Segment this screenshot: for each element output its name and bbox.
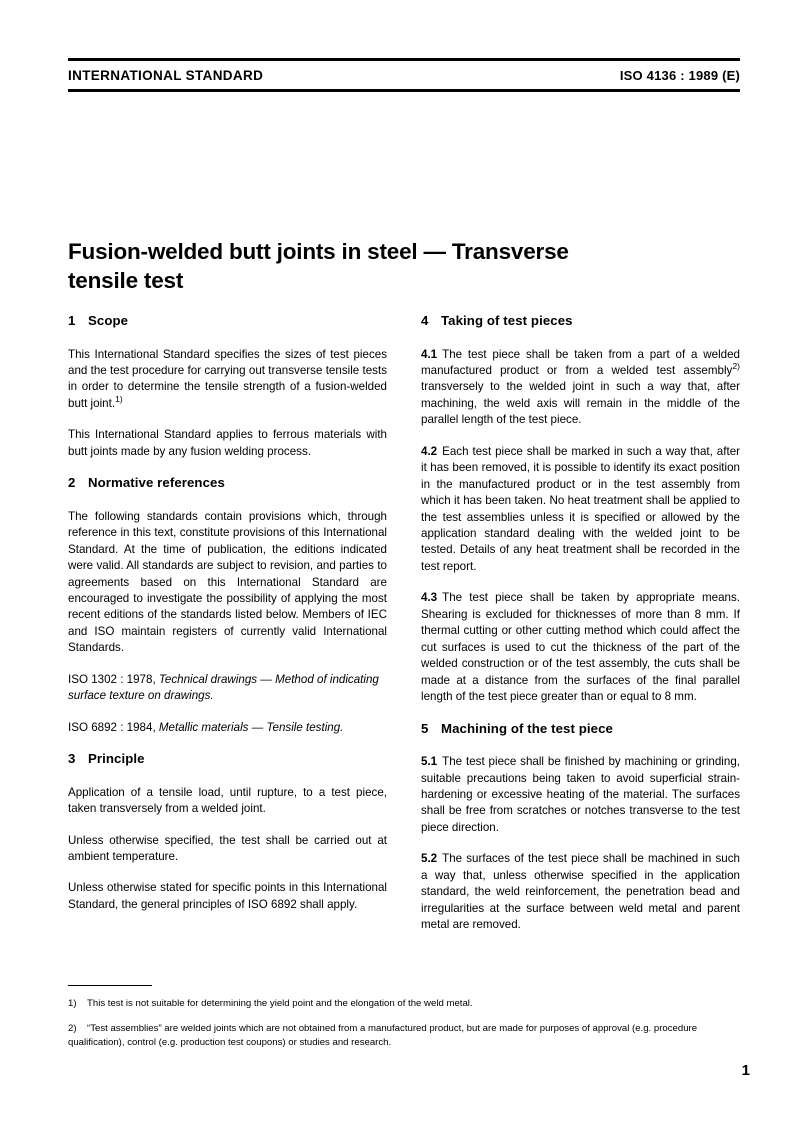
footnote-1-marker: 1) bbox=[68, 998, 77, 1010]
section-number-scope: 1 bbox=[68, 313, 76, 328]
normative-references-paragraph-1: The following standards contain provisions which, through reference in this text, constitute provisions of this International Standard. At the time of publication, the editions indicated were valid. All standards are subject to revision, and parties to agreements based on this International Standard are encouraged to investigate the possibility of applying the most recent editions of the standards listed below. Members of IEC and ISO maintain registers of currently valid International Standards. bbox=[68, 509, 387, 655]
page-number: 1 bbox=[741, 1062, 750, 1079]
clause-4-1-number: 4.1 bbox=[421, 347, 438, 361]
section-title-taking-of-test-pieces: Taking of test pieces bbox=[441, 313, 573, 328]
section-heading-machining bbox=[421, 721, 740, 738]
principle-paragraph-1: Application of a tensile load, until rupture, to a test piece, taken transversely from a welded joint. bbox=[68, 785, 387, 816]
footnotes-block bbox=[68, 985, 756, 1050]
section-heading-taking-of-test-pieces bbox=[421, 313, 740, 330]
principle-paragraph-3: Unless otherwise stated for specific points in this International Standard, the general principles of ISO 6892 shall apply. bbox=[68, 881, 387, 911]
clause-4-2 bbox=[421, 444, 740, 576]
section-number-taking-of-test-pieces: 4 bbox=[421, 313, 429, 328]
clause-5-1 bbox=[421, 754, 740, 836]
footnote-1 bbox=[68, 997, 756, 1011]
page-title-line-2: tensile test bbox=[68, 268, 184, 294]
reference-iso-1302-title: Technical drawings — Method of indicating surface texture on drawings. bbox=[68, 672, 379, 703]
reference-iso-6892 bbox=[68, 720, 387, 736]
footnote-2-marker: 2) bbox=[68, 1022, 77, 1034]
section-number-principle: 3 bbox=[68, 751, 76, 767]
clause-5-1-number: 5.1 bbox=[421, 755, 438, 769]
section-number-normative-references: 2 bbox=[68, 475, 76, 491]
reference-iso-1302-designation: ISO 1302 : 1978, bbox=[68, 672, 159, 686]
reference-iso-6892-designation: ISO 6892 : 1984, bbox=[68, 720, 159, 734]
footnote-2 bbox=[68, 1022, 756, 1051]
clause-4-3-text: The test piece shall be taken by appropriate means. Shearing is excluded for thicknesses of more than 8 mm. If thermal cutting or other cutting method which could affect the cut surfaces is used to cut the thickness of the part of the welded construction or of the test assembly, the cuts shall be made at a distance from the surfaces of the final parallel length of the test piece greater than or equal to 8 mm. bbox=[421, 591, 740, 704]
section-title-normative-references: Normative references bbox=[88, 475, 225, 491]
header-standard-label: INTERNATIONAL STANDARD bbox=[68, 68, 264, 83]
reference-iso-6892-title: Metallic materials — Tensile testing. bbox=[158, 720, 344, 734]
footnote-ref-2: 2) bbox=[732, 361, 740, 372]
section-heading-principle bbox=[68, 751, 387, 768]
clause-5-2-number: 5.2 bbox=[421, 852, 438, 866]
clause-4-2-text: Each test piece shall be marked in such a way that, after it has been removed, it is possible to identify its exact position in the manufactured product or in the test assembly from which it has been taken. No heat treatment shall be applied to the test assemblies unless it is specified or allowed by the application standard dealing with the welded joint to be tested. Details of any heat treatment shall be recorded in the test report. bbox=[421, 444, 740, 573]
clause-4-2-number: 4.2 bbox=[421, 444, 438, 458]
section-heading-scope bbox=[68, 313, 387, 330]
clause-5-2-text: The surfaces of the test piece shall be machined in such a way that, unless otherwise specified in the application standard, the weld reinforcement, the penetration bead and irregularities at the surface between weld metal and parent metal are removed. bbox=[421, 852, 740, 932]
principle-paragraph-2: Unless otherwise specified, the test shall be carried out at ambient temperature. bbox=[68, 833, 387, 864]
scope-paragraph-1-text: This International Standard specifies the sizes of test pieces and the test procedure for carrying out transverse tensile tests in order to determine the tensile strength of a fusion-welded butt joint. bbox=[68, 347, 387, 410]
scope-paragraph-2: This International Standard applies to ferrous materials with butt joints made by any fusion welding process. bbox=[68, 428, 387, 458]
column-left bbox=[68, 313, 387, 934]
page-header bbox=[68, 58, 740, 92]
header-row bbox=[68, 61, 740, 89]
page-title-line-1: Fusion-welded butt joints in steel — Transverse bbox=[68, 239, 569, 265]
header-standard-number: ISO 4136 : 1989 (E) bbox=[619, 68, 740, 83]
body-columns bbox=[68, 313, 740, 934]
footnote-ref-1: 1) bbox=[115, 394, 123, 404]
footnote-separator-rule bbox=[68, 985, 152, 986]
section-heading-normative-references bbox=[68, 475, 387, 492]
footnote-2-text: “Test assemblies” are welded joints which are not obtained from a manufactured product, but are made for purposes of approval (e.g. procedure qualification), control (e.g. production test coupons) or studies and research. bbox=[68, 1022, 698, 1048]
clause-5-2 bbox=[421, 851, 740, 933]
header-rule-bottom bbox=[68, 89, 740, 92]
page-title bbox=[68, 237, 708, 296]
footnote-1-text: This test is not suitable for determining the yield point and the elongation of the weld metal. bbox=[87, 998, 473, 1010]
clause-4-3 bbox=[421, 590, 740, 705]
clause-4-3-number: 4.3 bbox=[421, 591, 438, 605]
clause-5-1-text: The test piece shall be finished by machining or grinding, suitable precautions being taken to avoid superficial strain-hardening or excessive heating of the material. The surfaces shall be free from scratches or notches transverse to the test piece direction. bbox=[421, 755, 740, 834]
section-number-machining: 5 bbox=[421, 720, 429, 736]
reference-iso-1302 bbox=[68, 672, 387, 705]
clause-4-1 bbox=[421, 347, 740, 429]
section-title-machining: Machining of the test piece bbox=[441, 720, 613, 736]
clause-4-1-text-a: The test piece shall be taken from a part of a welded manufactured product or from a welded test assembly bbox=[421, 347, 740, 377]
section-title-scope: Scope bbox=[88, 313, 129, 328]
clause-4-1-text-b: transversely to the welded joint in such a way that, after machining, the weld axis will remain in the middle of the parallel length of the test piece. bbox=[421, 380, 740, 427]
section-title-principle: Principle bbox=[88, 751, 145, 767]
scope-paragraph-1 bbox=[68, 347, 387, 413]
column-right bbox=[421, 313, 740, 934]
